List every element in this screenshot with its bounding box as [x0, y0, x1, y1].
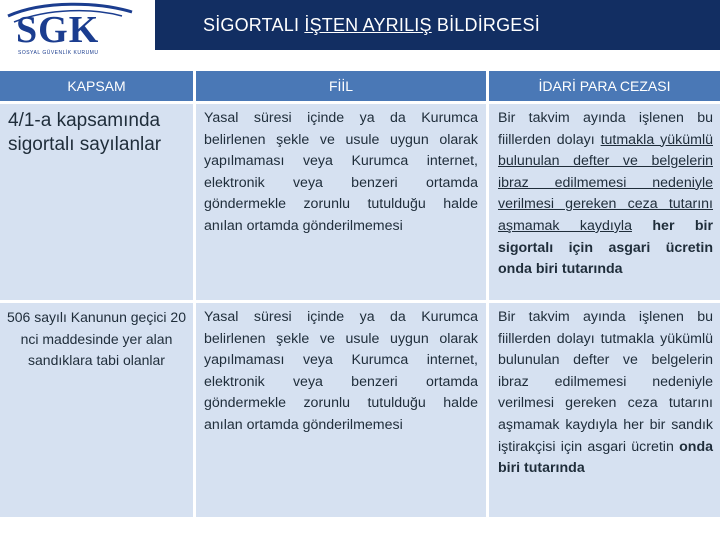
table-row — [0, 104, 720, 300]
logo-text: SGK — [16, 9, 100, 51]
header-ceza: İDARİ PARA CEZASI — [489, 71, 720, 101]
sgk-logo — [4, 2, 154, 60]
ceza-text: Bir takvim ayında işlenen bu fiillerden dolayı tutmakla yükümlü bulunulan defter ve belgelerin ibraz edilmemesi nedeniyle verilmesi gereken ceza tutarını aşmamak kaydıyla her bir sandık iştirakçisi için asgari ücretin — [498, 309, 713, 455]
title-bar — [155, 0, 720, 50]
ceza-text: Bir takvim ayında işlenen bu fiillerden dolayı — [498, 110, 713, 148]
cell-ceza — [489, 104, 720, 300]
cell-fiil: Yasal süresi içinde ya da Kurumca belirlenen şekle ve usule uygun olarak yapılmaması veya Kurumca internet, elektronik veya benzeri ortamda göndermekle zorunlu tutulduğu halde anılan ortamda gönderilmemesi — [196, 303, 486, 517]
cell-fiil: Yasal süresi içinde ya da Kurumca belirlenen şekle ve usule uygun olarak yapılmaması veya Kurumca internet, elektronik veya benzeri ortamda göndermekle zorunlu tutulduğu halde anılan ortamda gönderilmemesi — [196, 104, 486, 300]
title-part-2: İŞTEN AYRILIŞ — [304, 14, 432, 35]
title-part-1: SİGORTALI — [203, 14, 305, 35]
cell-kapsam: 506 sayılı Kanunun geçici 20 nci maddesinde yer alan sandıklara tabi olanlar — [0, 303, 193, 517]
table-row — [0, 303, 720, 517]
cell-kapsam: 4/1-a kapsamında sigortalı sayılanlar — [0, 104, 193, 300]
ceza-underlined-text: tutmakla yükümlü bulunulan defter ve belgelerin ibraz edilmemesi nedeniyle verilmesi gereken ceza tutarını aşmamak kaydıyla — [498, 131, 713, 234]
header — [0, 0, 720, 62]
cell-ceza — [489, 303, 720, 517]
page-title — [203, 15, 540, 36]
table-header-row — [0, 71, 720, 101]
title-part-3: BİLDİRGESİ — [431, 14, 540, 35]
ceza-bold-text: her bir sigortalı için asgari ücretin onda biri tutarında — [498, 217, 714, 278]
header-fiil: FİİL — [196, 71, 486, 101]
logo-subtext: SOSYAL GÜVENLİK KURUMU — [18, 50, 99, 56]
ceza-bold-text: onda biri tutarında — [498, 438, 713, 477]
header-kapsam: KAPSAM — [0, 71, 193, 101]
